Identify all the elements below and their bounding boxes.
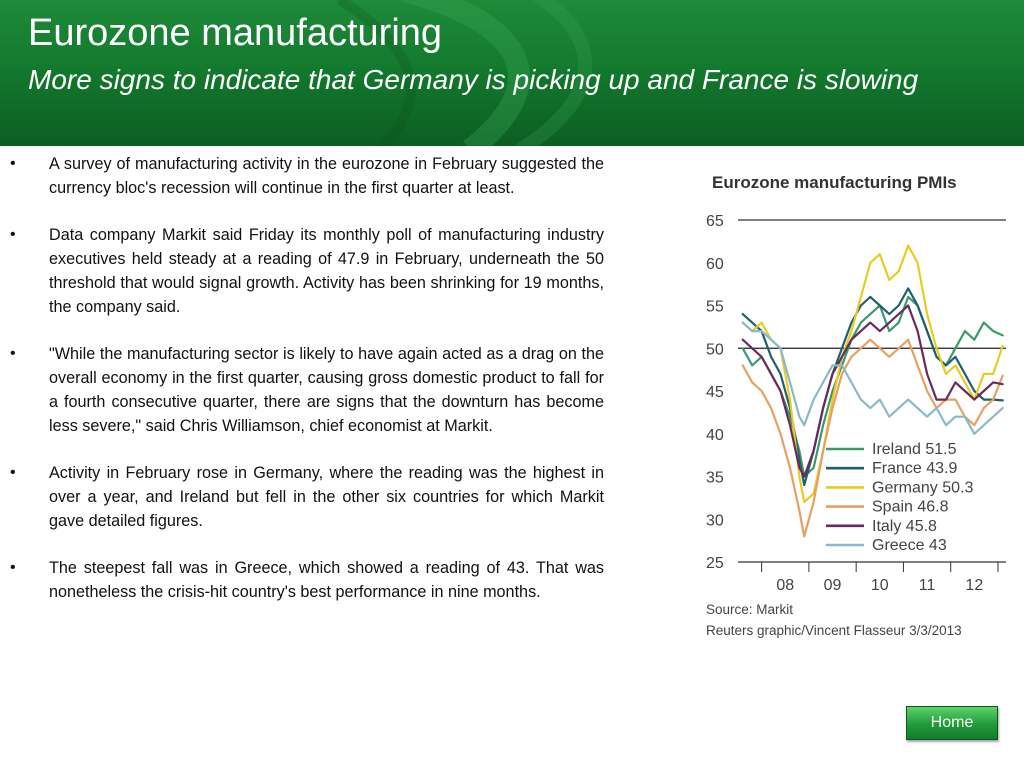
chart-source: Source: Markit xyxy=(706,602,794,617)
pmi-chart xyxy=(694,162,1014,642)
legend-label-germany: Germany 50.3 xyxy=(872,479,974,497)
bullet-item xyxy=(0,152,604,200)
legend-label-greece: Greece 43 xyxy=(872,537,947,554)
bullet-item xyxy=(0,223,604,319)
y-tick-label: 55 xyxy=(706,298,724,316)
bullet-item xyxy=(0,556,604,604)
legend-label-ireland: Ireland 51.5 xyxy=(872,441,957,458)
page-title: Eurozone manufacturing xyxy=(28,12,443,54)
legend-label-italy: Italy 45.8 xyxy=(872,517,937,535)
x-tick-label: 08 xyxy=(776,577,795,594)
bullet-icon: • xyxy=(10,464,16,481)
y-tick-label: 50 xyxy=(706,341,724,359)
x-tick-label: 10 xyxy=(870,577,889,594)
bullet-text: "While the manufacturing sector is likely to have again acted as a drag on the overall economy in the first quarter, causing gross domestic product to fall for a fourth consecutive quarter, there are signs that the downturn has become less severe," said Chris Williamson, chief economist at Markit. xyxy=(49,345,604,435)
bullet-item xyxy=(0,342,604,438)
y-tick-label: 35 xyxy=(706,469,724,487)
y-tick-label: 30 xyxy=(706,512,724,530)
y-tick-label: 45 xyxy=(706,384,724,401)
header-banner xyxy=(0,0,1024,146)
page-subtitle: More signs to indicate that Germany is picking up and France is slowing xyxy=(28,64,919,95)
y-tick-label: 40 xyxy=(706,426,724,444)
bullet-item xyxy=(0,461,604,533)
chart-credit: Reuters graphic/Vincent Flasseur 3/3/2013 xyxy=(706,623,962,638)
bullet-text: Data company Markit said Friday its monthly poll of manufacturing industry executives held steady at a reading of 47.9 in February, underneath the 50 threshold that would signal growth. Activity has been shrinking for 19 months, the company said. xyxy=(49,226,604,316)
y-tick-label: 25 xyxy=(706,555,724,572)
chart-title: Eurozone manufacturing PMIs xyxy=(712,173,957,192)
bullet-icon: • xyxy=(10,226,16,243)
bullet-icon: • xyxy=(10,155,16,172)
legend-label-france: France 43.9 xyxy=(872,460,958,478)
pmi-chart-svg xyxy=(694,162,1014,642)
bullet-text: A survey of manufacturing activity in the eurozone in February suggested the currency bloc's recession will continue in the first quarter at least. xyxy=(49,155,604,197)
x-tick-label: 09 xyxy=(823,577,842,594)
bullet-text: Activity in February rose in Germany, where the reading was the highest in over a year, and Ireland but fell in the other six countries for which Markit gave detailed figures. xyxy=(49,464,604,530)
legend-label-spain: Spain 46.8 xyxy=(872,498,949,516)
y-tick-label: 60 xyxy=(706,255,724,273)
bullet-icon: • xyxy=(10,345,16,362)
x-tick-label: 11 xyxy=(918,577,936,594)
x-tick-label: 12 xyxy=(965,577,984,594)
bullet-list xyxy=(0,152,620,627)
bullet-text: The steepest fall was in Greece, which showed a reading of 43. That was nonetheless the crisis-hit country's best performance in nine months. xyxy=(49,559,604,601)
home-button[interactable]: Home xyxy=(906,706,998,740)
y-tick-label: 65 xyxy=(706,213,724,230)
bullet-icon: • xyxy=(10,559,16,576)
